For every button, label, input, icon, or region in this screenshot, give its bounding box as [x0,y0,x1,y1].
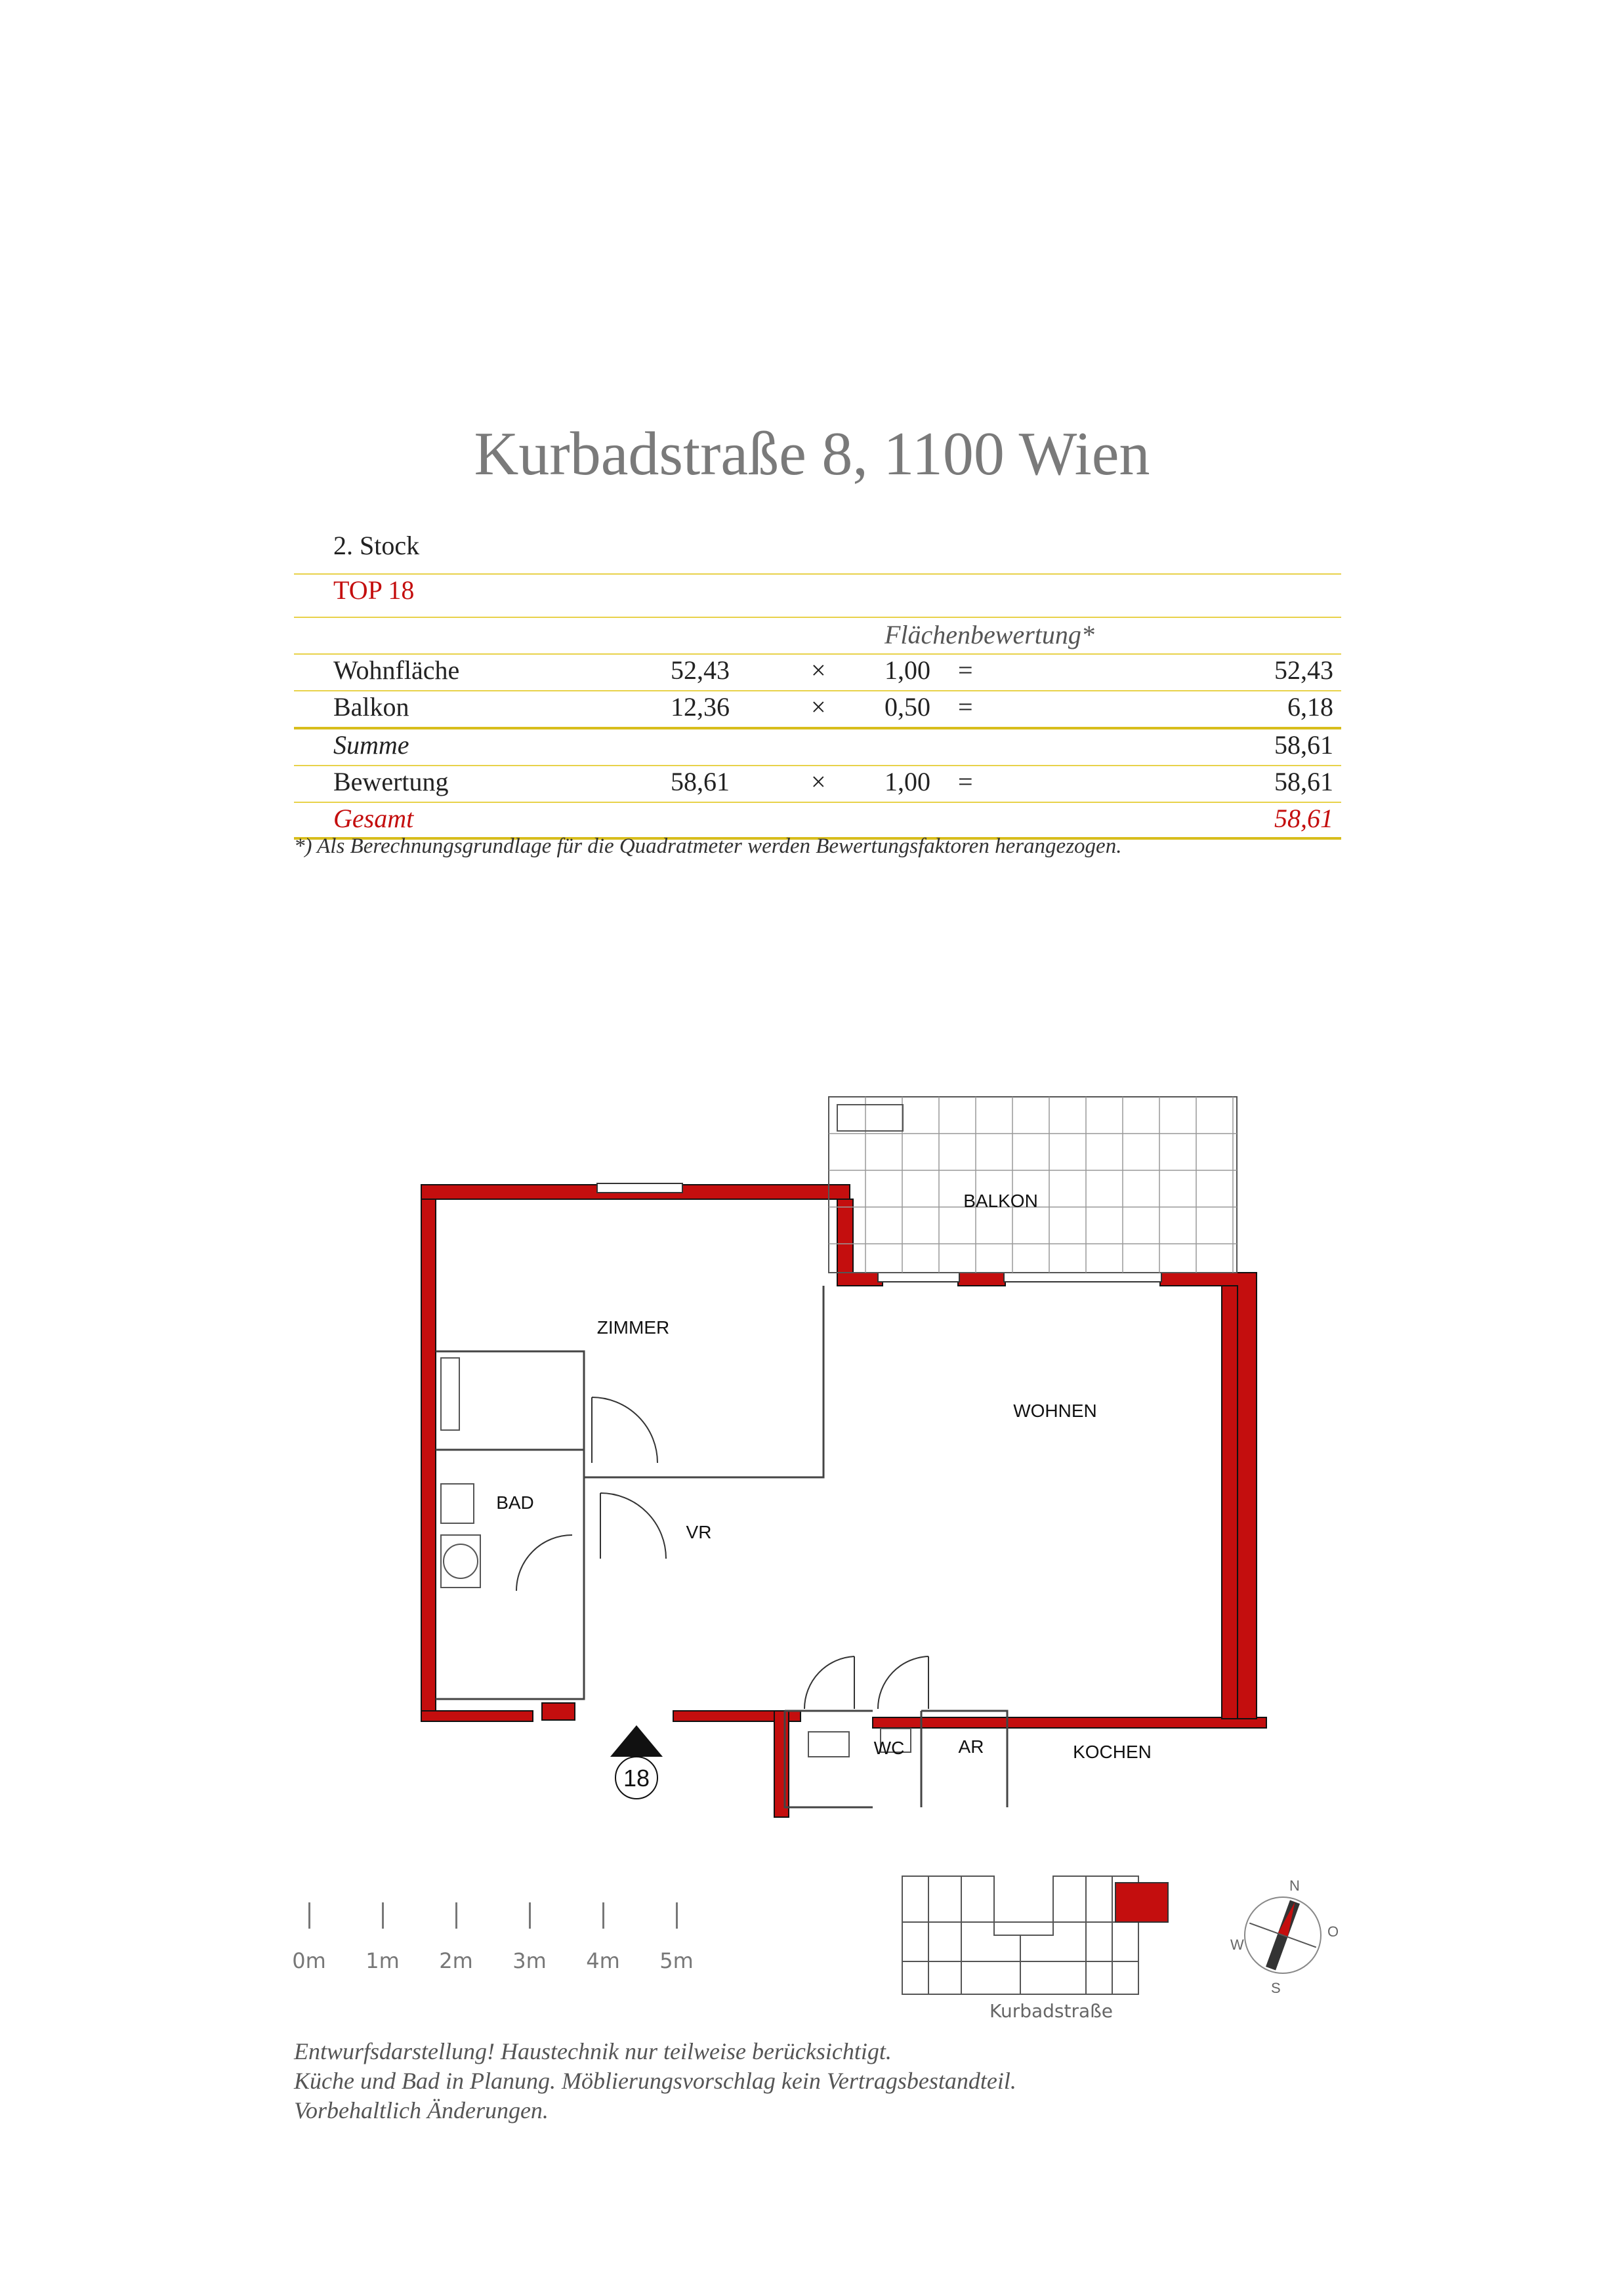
total-row [294,803,1341,838]
row-label: Wohnfläche [333,655,460,685]
floor-plan [394,1089,1273,1792]
room-label-bad: BAD [496,1492,534,1513]
footnote: *) Als Berechnungsgrundlage für die Quadratmeter werden Bewertungsfaktoren herangezogen. [294,834,1122,858]
row-equals: = [958,655,973,685]
divider [294,617,1341,618]
row-result: 6,18 [1287,692,1333,722]
floor-row [294,530,1341,565]
disclaimer-line: Küche und Bad in Planung. Möblierungsvorschlag kein Vertragsbestandteil. [294,2068,1016,2094]
table-row [294,655,1341,690]
scale-tick [529,1902,531,1929]
scale-tick [308,1902,310,1929]
floor-label: 2. Stock [333,531,420,560]
doors [516,1397,928,1709]
site-plan [889,1863,1204,1994]
scale-tick [455,1902,457,1929]
row-factor: 1,00 [885,655,930,685]
sum-label: Summe [333,730,409,760]
compass-s: S [1271,1980,1281,1996]
scale-tick [602,1902,604,1929]
rating-area: 58,61 [671,767,730,796]
rating-row [294,766,1341,802]
row-factor: 0,50 [885,692,930,722]
disclaimer-line: Entwurfsdarstellung! Haustechnik nur teilweise berücksichtigt. [294,2038,892,2064]
row-area: 12,36 [671,692,730,722]
site-plan-highlight [1115,1883,1168,1922]
room-label-wc: WC [873,1738,905,1758]
row-times: × [811,655,826,685]
scale-label: 0m [292,1948,326,1973]
disclaimer-line: Vorbehaltlich Änderungen. [294,2097,549,2123]
scale-label: 5m [659,1948,694,1973]
disclaimer [294,2037,1016,2125]
scale-bar [289,1902,722,1975]
row-area: 52,43 [671,655,730,685]
row-equals: = [958,692,973,722]
fixtures [441,1358,911,1757]
page-title: Kurbadstraße 8, 1100 Wien [474,420,1150,488]
scale-label: 4m [586,1948,620,1973]
row-label: Balkon [333,692,409,722]
room-label-vr: VR [686,1522,712,1542]
rating-equals: = [958,767,973,796]
room-label-wohnen: WOHNEN [1013,1401,1097,1421]
scale-tick [676,1902,678,1929]
rating-label: Bewertung [333,767,449,796]
balcony [829,1097,1237,1273]
rating-header-row [294,619,1341,655]
interior-walls [436,1286,1007,1807]
scale-tick [382,1902,384,1929]
row-result: 52,43 [1274,655,1333,685]
site-plan-label: Kurbadstraße [989,2000,1114,2022]
compass-w: W [1230,1937,1244,1953]
scale-label: 1m [365,1948,400,1973]
compass-icon [1224,1876,1342,1994]
total-label: Gesamt [333,804,414,833]
compass-o: O [1327,1923,1339,1940]
room-label-balkon: BALKON [963,1191,1038,1211]
rating-times: × [811,767,826,796]
room-label-zimmer: ZIMMER [596,1317,670,1338]
sum-result: 58,61 [1274,730,1333,760]
room-label-ar: AR [958,1736,984,1757]
total-result: 58,61 [1274,804,1333,833]
compass-n: N [1289,1877,1300,1894]
scale-label: 2m [439,1948,473,1973]
unit-label: TOP 18 [333,575,415,605]
scale-label: 3m [512,1948,547,1973]
table-row [294,691,1341,727]
entrance-number: 18 [623,1765,650,1792]
entrance-arrow-icon [610,1725,663,1757]
sum-row [294,729,1341,765]
rating-factor: 1,00 [885,767,930,796]
row-times: × [811,692,826,722]
rating-header: Flächenbewertung* [885,620,1094,649]
room-label-kochen: KOCHEN [1073,1742,1152,1762]
unit-row [294,575,1341,610]
rating-result: 58,61 [1274,767,1333,796]
